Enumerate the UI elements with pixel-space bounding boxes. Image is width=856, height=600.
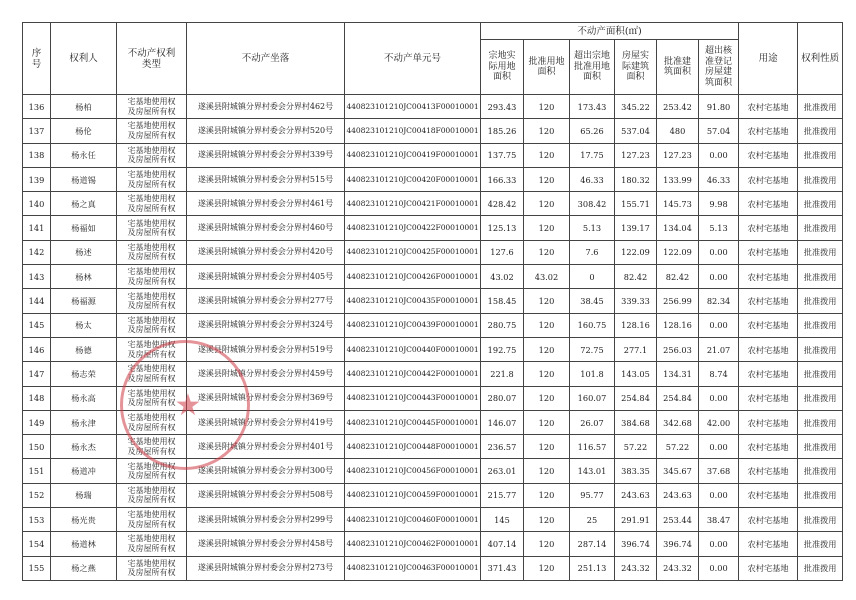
cell-approved-land-area: 120 [524,459,570,483]
cell-actual-land-area: 145 [481,508,524,532]
cell-owner: 杨永高 [51,386,117,410]
cell-approved-land-area: 120 [524,386,570,410]
cell-right-type: 宅基地使用权 及房屋所有权 [117,313,187,337]
header-area-col: 宗地实 际用地 面积 [481,40,524,95]
cell-actual-building-area: 57.22 [615,435,657,459]
cell-usage: 农村宅基地 [739,508,798,532]
cell-usage: 农村宅基地 [739,483,798,507]
cell-approved-building-area: 342.68 [657,410,699,434]
cell-approved-building-area: 256.99 [657,289,699,313]
header-seq: 序 号 [23,23,51,95]
cell-right-type: 宅基地使用权 及房屋所有权 [117,556,187,580]
cell-owner: 杨之燕 [51,556,117,580]
cell-location: 遂溪县附城镇分界村委会分界村519号 [187,337,345,361]
cell-actual-land-area: 263.01 [481,459,524,483]
cell-location: 遂溪县附城镇分界村委会分界村462号 [187,95,345,119]
cell-actual-land-area: 185.26 [481,119,524,143]
cell-approved-building-area: 254.84 [657,386,699,410]
table-row [23,265,843,289]
cell-actual-land-area: 192.75 [481,337,524,361]
cell-seq: 150 [23,435,51,459]
cell-right-nature: 批准拨用 [798,483,843,507]
cell-seq: 146 [23,337,51,361]
cell-seq: 144 [23,289,51,313]
cell-approved-land-area: 120 [524,313,570,337]
cell-owner: 杨福源 [51,289,117,313]
cell-usage: 农村宅基地 [739,192,798,216]
cell-right-nature: 批准拨用 [798,95,843,119]
table-row [23,362,843,386]
cell-approved-land-area: 120 [524,216,570,240]
cell-approved-building-area: 133.99 [657,167,699,191]
table-row [23,240,843,264]
cell-excess-land-area: 287.14 [570,532,615,556]
cell-usage: 农村宅基地 [739,216,798,240]
cell-owner: 杨太 [51,313,117,337]
table-row [23,556,843,580]
cell-right-nature: 批准拨用 [798,532,843,556]
cell-actual-land-area: 43.02 [481,265,524,289]
cell-usage: 农村宅基地 [739,167,798,191]
header-area-col: 超出核 准登记 房屋建 筑面积 [699,40,739,95]
cell-excess-building-area: 46.33 [699,167,739,191]
table-row [23,508,843,532]
cell-actual-building-area: 384.68 [615,410,657,434]
cell-right-type: 宅基地使用权 及房屋所有权 [117,143,187,167]
cell-usage: 农村宅基地 [739,289,798,313]
table-row [23,386,843,410]
cell-right-nature: 批准拨用 [798,459,843,483]
cell-approved-land-area: 120 [524,143,570,167]
cell-unit-no: 440823101210JC00422F00010001 [345,216,481,240]
cell-actual-building-area: 128.16 [615,313,657,337]
header-unit-no: 不动产单元号 [345,23,481,95]
cell-usage: 农村宅基地 [739,362,798,386]
table-row [23,483,843,507]
cell-approved-building-area: 480 [657,119,699,143]
cell-excess-building-area: 5.13 [699,216,739,240]
cell-actual-land-area: 215.77 [481,483,524,507]
cell-location: 遂溪县附城镇分界村委会分界村460号 [187,216,345,240]
cell-excess-land-area: 46.33 [570,167,615,191]
cell-excess-land-area: 17.75 [570,143,615,167]
cell-approved-building-area: 82.42 [657,265,699,289]
cell-excess-building-area: 0.00 [699,313,739,337]
cell-unit-no: 440823101210JC00460F00010001 [345,508,481,532]
cell-right-nature: 批准拨用 [798,265,843,289]
header-area-col: 超出宗地 批准用地 面积 [570,40,615,95]
cell-excess-building-area: 0.00 [699,532,739,556]
header-right-type: 不动产权利 类型 [117,23,187,95]
table-body [23,95,843,581]
cell-right-type: 宅基地使用权 及房屋所有权 [117,362,187,386]
table-row [23,143,843,167]
cell-unit-no: 440823101210JC00425F00010001 [345,240,481,264]
cell-actual-building-area: 383.35 [615,459,657,483]
cell-right-type: 宅基地使用权 及房屋所有权 [117,289,187,313]
cell-approved-land-area: 120 [524,532,570,556]
cell-owner: 杨福如 [51,216,117,240]
cell-approved-land-area: 120 [524,508,570,532]
cell-usage: 农村宅基地 [739,386,798,410]
cell-actual-building-area: 396.74 [615,532,657,556]
table-row [23,337,843,361]
table-row [23,192,843,216]
cell-right-nature: 批准拨用 [798,556,843,580]
cell-seq: 145 [23,313,51,337]
cell-right-type: 宅基地使用权 及房屋所有权 [117,459,187,483]
header-area-col: 房屋实 际建筑 面积 [615,40,657,95]
cell-usage: 农村宅基地 [739,143,798,167]
cell-owner: 杨之真 [51,192,117,216]
cell-right-type: 宅基地使用权 及房屋所有权 [117,386,187,410]
cell-excess-building-area: 9.98 [699,192,739,216]
cell-right-nature: 批准拨用 [798,362,843,386]
cell-actual-land-area: 127.6 [481,240,524,264]
cell-owner: 杨永杰 [51,435,117,459]
cell-actual-land-area: 236.57 [481,435,524,459]
cell-excess-building-area: 0.00 [699,265,739,289]
cell-approved-building-area: 145.73 [657,192,699,216]
cell-seq: 136 [23,95,51,119]
cell-approved-building-area: 134.31 [657,362,699,386]
cell-approved-building-area: 253.44 [657,508,699,532]
cell-actual-building-area: 82.42 [615,265,657,289]
cell-location: 遂溪县附城镇分界村委会分界村324号 [187,313,345,337]
cell-location: 遂溪县附城镇分界村委会分界村273号 [187,556,345,580]
cell-excess-building-area: 42.00 [699,410,739,434]
cell-owner: 杨道锡 [51,167,117,191]
cell-unit-no: 440823101210JC00459F00010001 [345,483,481,507]
cell-excess-land-area: 101.8 [570,362,615,386]
cell-unit-no: 440823101210JC00426F00010001 [345,265,481,289]
cell-location: 遂溪县附城镇分界村委会分界村369号 [187,386,345,410]
cell-seq: 155 [23,556,51,580]
cell-actual-land-area: 221.8 [481,362,524,386]
cell-usage: 农村宅基地 [739,556,798,580]
cell-excess-building-area: 37.68 [699,459,739,483]
cell-excess-building-area: 0.00 [699,386,739,410]
cell-usage: 农村宅基地 [739,119,798,143]
cell-seq: 139 [23,167,51,191]
cell-usage: 农村宅基地 [739,240,798,264]
cell-excess-land-area: 308.42 [570,192,615,216]
cell-right-type: 宅基地使用权 及房屋所有权 [117,240,187,264]
cell-excess-land-area: 26.07 [570,410,615,434]
cell-excess-building-area: 0.00 [699,483,739,507]
cell-unit-no: 440823101210JC00420F00010001 [345,167,481,191]
cell-approved-land-area: 120 [524,192,570,216]
cell-approved-building-area: 345.67 [657,459,699,483]
cell-seq: 152 [23,483,51,507]
cell-actual-land-area: 166.33 [481,167,524,191]
cell-owner: 杨柏 [51,95,117,119]
cell-usage: 农村宅基地 [739,313,798,337]
cell-location: 遂溪县附城镇分界村委会分界村401号 [187,435,345,459]
table-row [23,459,843,483]
cell-right-type: 宅基地使用权 及房屋所有权 [117,532,187,556]
cell-excess-building-area: 82.34 [699,289,739,313]
cell-location: 遂溪县附城镇分界村委会分界村508号 [187,483,345,507]
cell-unit-no: 440823101210JC00439F00010001 [345,313,481,337]
cell-location: 遂溪县附城镇分界村委会分界村458号 [187,532,345,556]
cell-unit-no: 440823101210JC00445F00010001 [345,410,481,434]
cell-seq: 148 [23,386,51,410]
cell-right-type: 宅基地使用权 及房屋所有权 [117,95,187,119]
seal-emblem: ★ [174,388,202,423]
cell-owner: 杨永津 [51,410,117,434]
cell-unit-no: 440823101210JC00442F00010001 [345,362,481,386]
cell-usage: 农村宅基地 [739,265,798,289]
cell-right-nature: 批准拨用 [798,313,843,337]
cell-actual-building-area: 122.09 [615,240,657,264]
cell-seq: 154 [23,532,51,556]
cell-owner: 杨光贵 [51,508,117,532]
cell-seq: 141 [23,216,51,240]
cell-right-nature: 批准拨用 [798,240,843,264]
cell-actual-land-area: 280.07 [481,386,524,410]
header-area-group: 不动产面积(㎡) [481,23,739,40]
table-row [23,216,843,240]
cell-usage: 农村宅基地 [739,337,798,361]
cell-actual-building-area: 243.63 [615,483,657,507]
cell-right-type: 宅基地使用权 及房屋所有权 [117,337,187,361]
table-row [23,119,843,143]
cell-right-nature: 批准拨用 [798,216,843,240]
header-owner: 权利人 [51,23,117,95]
cell-usage: 农村宅基地 [739,532,798,556]
cell-approved-land-area: 120 [524,167,570,191]
cell-excess-building-area: 91.80 [699,95,739,119]
cell-right-type: 宅基地使用权 及房屋所有权 [117,265,187,289]
cell-right-type: 宅基地使用权 及房屋所有权 [117,435,187,459]
cell-actual-building-area: 155.71 [615,192,657,216]
header-area-col: 批准用地 面积 [524,40,570,95]
table-row [23,435,843,459]
cell-actual-building-area: 180.32 [615,167,657,191]
cell-unit-no: 440823101210JC00435F00010001 [345,289,481,313]
cell-unit-no: 440823101210JC00418F00010001 [345,119,481,143]
cell-excess-land-area: 160.07 [570,386,615,410]
cell-right-nature: 批准拨用 [798,143,843,167]
cell-unit-no: 440823101210JC00463F00010001 [345,556,481,580]
cell-usage: 农村宅基地 [739,435,798,459]
table-row [23,532,843,556]
cell-excess-land-area: 95.77 [570,483,615,507]
table-row [23,289,843,313]
cell-owner: 杨永任 [51,143,117,167]
cell-unit-no: 440823101210JC00443F00010001 [345,386,481,410]
header-usage: 用途 [739,23,798,95]
cell-unit-no: 440823101210JC00456F00010001 [345,459,481,483]
cell-approved-land-area: 120 [524,483,570,507]
cell-approved-building-area: 127.23 [657,143,699,167]
cell-seq: 138 [23,143,51,167]
cell-seq: 142 [23,240,51,264]
cell-actual-land-area: 407.14 [481,532,524,556]
cell-usage: 农村宅基地 [739,95,798,119]
cell-right-type: 宅基地使用权 及房屋所有权 [117,192,187,216]
cell-seq: 143 [23,265,51,289]
cell-right-nature: 批准拨用 [798,167,843,191]
cell-owner: 杨伦 [51,119,117,143]
cell-excess-building-area: 0.00 [699,240,739,264]
cell-right-nature: 批准拨用 [798,410,843,434]
cell-right-type: 宅基地使用权 及房屋所有权 [117,167,187,191]
cell-right-nature: 批准拨用 [798,119,843,143]
cell-location: 遂溪县附城镇分界村委会分界村300号 [187,459,345,483]
cell-excess-building-area: 0.00 [699,435,739,459]
cell-approved-land-area: 120 [524,119,570,143]
cell-excess-land-area: 251.13 [570,556,615,580]
cell-actual-building-area: 143.05 [615,362,657,386]
cell-right-type: 宅基地使用权 及房屋所有权 [117,508,187,532]
cell-actual-land-area: 146.07 [481,410,524,434]
cell-unit-no: 440823101210JC00462F00010001 [345,532,481,556]
cell-right-nature: 批准拨用 [798,289,843,313]
cell-right-type: 宅基地使用权 及房屋所有权 [117,119,187,143]
cell-excess-land-area: 65.26 [570,119,615,143]
cell-actual-land-area: 125.13 [481,216,524,240]
header-area-col: 批准建 筑面积 [657,40,699,95]
cell-excess-land-area: 38.45 [570,289,615,313]
cell-excess-building-area: 57.04 [699,119,739,143]
cell-right-type: 宅基地使用权 及房屋所有权 [117,216,187,240]
cell-owner: 杨德 [51,337,117,361]
cell-seq: 137 [23,119,51,143]
cell-owner: 杨瑞 [51,483,117,507]
cell-unit-no: 440823101210JC00413F00010001 [345,95,481,119]
cell-actual-building-area: 339.33 [615,289,657,313]
cell-approved-land-area: 120 [524,435,570,459]
cell-owner: 杨述 [51,240,117,264]
cell-excess-building-area: 38.47 [699,508,739,532]
cell-location: 遂溪县附城镇分界村委会分界村405号 [187,265,345,289]
cell-right-nature: 批准拨用 [798,508,843,532]
table-row [23,313,843,337]
cell-right-type: 宅基地使用权 及房屋所有权 [117,483,187,507]
cell-location: 遂溪县附城镇分界村委会分界村520号 [187,119,345,143]
cell-location: 遂溪县附城镇分界村委会分界村420号 [187,240,345,264]
cell-location: 遂溪县附城镇分界村委会分界村277号 [187,289,345,313]
cell-actual-building-area: 254.84 [615,386,657,410]
cell-seq: 153 [23,508,51,532]
cell-location: 遂溪县附城镇分界村委会分界村299号 [187,508,345,532]
cell-approved-land-area: 120 [524,95,570,119]
cell-approved-land-area: 43.02 [524,265,570,289]
table-row [23,167,843,191]
cell-usage: 农村宅基地 [739,459,798,483]
cell-owner: 杨道冲 [51,459,117,483]
cell-approved-building-area: 396.74 [657,532,699,556]
cell-actual-building-area: 345.22 [615,95,657,119]
cell-approved-building-area: 243.32 [657,556,699,580]
cell-approved-land-area: 120 [524,337,570,361]
cell-owner: 杨林 [51,265,117,289]
cell-actual-building-area: 127.23 [615,143,657,167]
table-row [23,410,843,434]
cell-excess-land-area: 5.13 [570,216,615,240]
cell-seq: 149 [23,410,51,434]
cell-usage: 农村宅基地 [739,410,798,434]
cell-seq: 147 [23,362,51,386]
cell-excess-building-area: 0.00 [699,143,739,167]
cell-approved-land-area: 120 [524,240,570,264]
cell-approved-building-area: 128.16 [657,313,699,337]
cell-approved-land-area: 120 [524,289,570,313]
cell-location: 遂溪县附城镇分界村委会分界村419号 [187,410,345,434]
cell-approved-building-area: 256.03 [657,337,699,361]
cell-right-nature: 批准拨用 [798,386,843,410]
cell-actual-land-area: 280.75 [481,313,524,337]
cell-approved-building-area: 253.42 [657,95,699,119]
cell-seq: 140 [23,192,51,216]
cell-actual-building-area: 243.32 [615,556,657,580]
cell-approved-land-area: 120 [524,362,570,386]
cell-excess-land-area: 160.75 [570,313,615,337]
cell-location: 遂溪县附城镇分界村委会分界村339号 [187,143,345,167]
cell-unit-no: 440823101210JC00421F00010001 [345,192,481,216]
cell-approved-land-area: 120 [524,556,570,580]
cell-approved-building-area: 57.22 [657,435,699,459]
cell-owner: 杨道林 [51,532,117,556]
cell-actual-land-area: 137.75 [481,143,524,167]
cell-right-type: 宅基地使用权 及房屋所有权 [117,410,187,434]
cell-excess-land-area: 116.57 [570,435,615,459]
cell-right-nature: 批准拨用 [798,337,843,361]
cell-unit-no: 440823101210JC00440F00010001 [345,337,481,361]
cell-excess-building-area: 8.74 [699,362,739,386]
cell-actual-building-area: 291.91 [615,508,657,532]
cell-actual-land-area: 158.45 [481,289,524,313]
cell-excess-land-area: 143.01 [570,459,615,483]
cell-unit-no: 440823101210JC00419F00010001 [345,143,481,167]
cell-location: 遂溪县附城镇分界村委会分界村461号 [187,192,345,216]
cell-excess-land-area: 72.75 [570,337,615,361]
cell-excess-land-area: 7.6 [570,240,615,264]
cell-excess-land-area: 25 [570,508,615,532]
cell-actual-land-area: 371.43 [481,556,524,580]
header-right-nature: 权利性质 [798,23,843,95]
header-location: 不动产坐落 [187,23,345,95]
cell-approved-building-area: 134.04 [657,216,699,240]
cell-seq: 151 [23,459,51,483]
cell-right-nature: 批准拨用 [798,192,843,216]
cell-location: 遂溪县附城镇分界村委会分界村459号 [187,362,345,386]
property-registry-table [22,22,843,581]
cell-right-nature: 批准拨用 [798,435,843,459]
table-row [23,95,843,119]
cell-approved-land-area: 120 [524,410,570,434]
cell-excess-land-area: 0 [570,265,615,289]
cell-actual-land-area: 293.43 [481,95,524,119]
cell-owner: 杨志荣 [51,362,117,386]
cell-actual-land-area: 428.42 [481,192,524,216]
cell-actual-building-area: 537.04 [615,119,657,143]
cell-excess-building-area: 0.00 [699,556,739,580]
cell-actual-building-area: 139.17 [615,216,657,240]
cell-approved-building-area: 122.09 [657,240,699,264]
cell-excess-land-area: 173.43 [570,95,615,119]
cell-location: 遂溪县附城镇分界村委会分界村515号 [187,167,345,191]
cell-excess-building-area: 21.07 [699,337,739,361]
cell-approved-building-area: 243.63 [657,483,699,507]
cell-actual-building-area: 277.1 [615,337,657,361]
cell-unit-no: 440823101210JC00448F00010001 [345,435,481,459]
